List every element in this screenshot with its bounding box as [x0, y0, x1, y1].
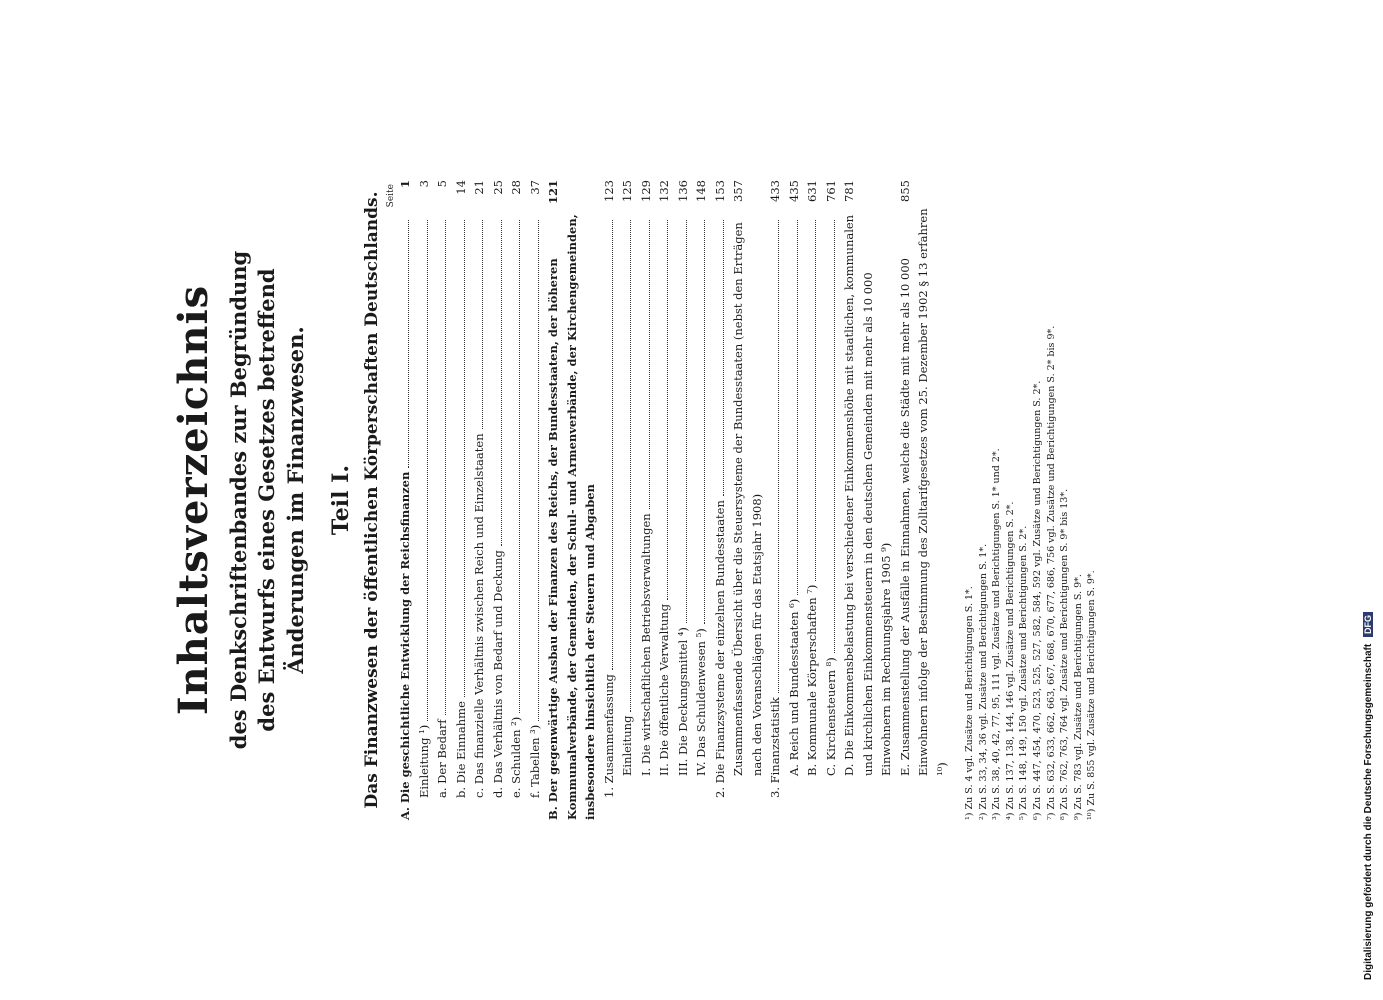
- toc-page: 1: [398, 180, 413, 189]
- seite-label: Seite: [386, 184, 397, 208]
- toc-entry: [729, 180, 766, 820]
- part-number: Teil I.: [328, 464, 355, 536]
- toc-page: 5: [435, 180, 450, 188]
- toc-entry: [433, 180, 452, 820]
- toc-label: 2. Die Finanzsysteme der einzelnen Bundesstaaten: [712, 500, 727, 798]
- toc-label: 1. Zusammenfassung: [601, 674, 616, 798]
- toc-label: a. Der Bedarf: [435, 719, 450, 798]
- toc-page: 132: [657, 180, 672, 202]
- footnote: ²) Zu S. 33, 34, 36 vgl. Zusätze und Berichtigungen S. 1*.: [977, 543, 989, 820]
- toc-page: 148: [694, 180, 709, 202]
- toc-entry: [896, 180, 952, 820]
- toc-entry: [840, 180, 896, 820]
- toc-page: 28: [509, 180, 524, 195]
- toc-entry: [470, 180, 489, 820]
- part-heading: Das Finanzwesen der öffentlichen Körperschaften Deutschlands.: [362, 191, 383, 809]
- toc-page: 123: [601, 180, 616, 202]
- page-title: Inhaltsverzeichnis: [170, 284, 217, 716]
- footnote: ³) Zu S. 38, 40, 42, 77, 95, 111 vgl. Zusätze und Berichtigungen S. 1* und 2*.: [991, 448, 1003, 820]
- toc-entry: [618, 180, 637, 820]
- toc-entry: [396, 180, 415, 820]
- toc-page: 435: [786, 180, 801, 202]
- toc-page: 433: [768, 180, 783, 202]
- footnote: ⁸) Zu S. 762, 763, 764 vgl. Zusätze und Berichtigungen S. 9* bis 13*.: [1059, 488, 1071, 820]
- footnote: ⁹) Zu S. 783 vgl. Zusätze und Berichtigungen S. 9*.: [1072, 574, 1084, 820]
- footnote: ¹) Zu S. 4 vgl. Zusätze und Berichtigungen S. 1*.: [964, 586, 976, 820]
- toc-page: 121: [546, 180, 561, 205]
- toc-label: d. Das Verhältnis von Bedarf und Deckung: [490, 550, 505, 798]
- toc-page: 14: [453, 180, 468, 195]
- toc-entry: [526, 180, 545, 820]
- toc-label: Zusammenfassende Übersicht über die Steuersysteme der Bundesstaaten (nebst den Erträgen nach den Voranschlägen für das Etatsjahr 1908): [731, 222, 764, 776]
- toc-page: 761: [823, 180, 838, 202]
- toc-page: 357: [731, 180, 746, 202]
- footnote: ¹⁰) Zu S. 855 vgl. Zusätze und Berichtigungen S. 9*.: [1086, 570, 1098, 820]
- toc-label: D. Die Einkommensbelastung bei verschiedener Einkommenshöhe mit staatlichen, kommunalen und kirchlichen Einkommensteuern in den deutschen Gemeinden mit mehr als 10 000 Einwohnern im Rechnungsjahre 1905 ⁹): [842, 214, 894, 776]
- footnote: ⁶) Zu S. 447, 454, 470, 523, 525, 527, 582, 584, 592 vgl. Zusätze und Berichtigungen S. 2*.: [1032, 380, 1043, 820]
- toc-label: C. Kirchensteuern ⁸): [823, 657, 838, 776]
- toc-page: 855: [897, 180, 912, 202]
- toc-page: 25: [490, 180, 505, 195]
- toc-page: 125: [620, 180, 635, 202]
- toc-entry: [600, 180, 619, 820]
- dfg-logo: DFG: [1363, 612, 1373, 637]
- footnotes: [963, 180, 1099, 820]
- toc-entry: [674, 180, 693, 820]
- toc-label: Einleitung ¹): [416, 724, 431, 798]
- toc-label: A. Reich und Bundesstaaten ⁶): [786, 598, 801, 776]
- toc-entry: [766, 180, 785, 820]
- footnote: ⁵) Zu S. 148, 149, 150 vgl. Zusätze und Berichtigungen S. 2*.: [1018, 525, 1030, 820]
- toc-entry: [785, 180, 804, 820]
- toc-label: 3. Finanzstatistik: [768, 697, 783, 798]
- toc-entry: [711, 180, 730, 820]
- toc-entry: [452, 180, 471, 820]
- toc-label: A. Die geschichtliche Entwicklung der Reichsfinanzen: [398, 471, 413, 820]
- toc-page: 3: [416, 180, 431, 188]
- toc-label: b. Die Einnahme: [453, 701, 468, 798]
- toc-label: III. Die Deckungsmittel ⁴): [675, 627, 690, 776]
- toc-entry: [637, 180, 656, 820]
- toc-label: E. Zusammenstellung der Ausfälle in Einnahmen, welche die Städte mit mehr als 10 000 Einwohnern infolge der Bestimmung des Zolltarifgesetzes vom 25. Dezember 1902 § 13 erfahren ¹⁰): [897, 208, 949, 776]
- toc-entry: [415, 180, 434, 820]
- footnote: ⁷) Zu S. 632, 633, 662, 663, 667, 668, 670, 677, 686, 756 vgl. Zusätze und Berichtigungen S. 2* bis 9*.: [1045, 325, 1057, 820]
- table-of-contents: [396, 180, 951, 820]
- toc-label: e. Schulden ²): [509, 716, 524, 798]
- toc-entry: [822, 180, 841, 820]
- toc-page: 37: [527, 180, 542, 195]
- digitization-credit: [1363, 20, 1381, 980]
- toc-page: 136: [675, 180, 690, 202]
- toc-entry: [544, 180, 600, 820]
- toc-page: 631: [805, 180, 820, 202]
- toc-entry: [507, 180, 526, 820]
- toc-page: 21: [472, 180, 487, 195]
- toc-entry: [803, 180, 822, 820]
- toc-label: c. Das finanzielle Verhältnis zwischen Reich und Einzelstaaten: [472, 433, 487, 798]
- toc-label: Einleitung: [620, 715, 635, 776]
- toc-page: 781: [842, 180, 857, 202]
- toc-entry: [655, 180, 674, 820]
- toc-label: B. Kommunale Körperschaften ⁷): [805, 584, 820, 776]
- toc-label: B. Der gegenwärtige Ausbau der Finanzen des Reichs, der Bundesstaaten, der höheren Kommunalverbände, der Gemeinden, der Schul- und Armenverbände, der Kirchengemeinden, insbesondere hinsichtlich der Steuern und Abgaben: [546, 214, 598, 820]
- toc-label: I. Die wirtschaftlichen Betriebsverwaltungen: [638, 513, 653, 776]
- toc-entry: [489, 180, 508, 820]
- toc-label: IV. Das Schuldenwesen ⁵): [694, 628, 709, 776]
- page-subtitle: des Denkschriftenbandes zur Begründung des Entwurfs eines Gesetzes betreffend Änderungen im Finanzwesen.: [226, 250, 308, 750]
- footnote: ⁴) Zu S. 137, 138, 144, 146 vgl. Zusätze und Berichtigungen S. 2*.: [1004, 501, 1016, 820]
- rotated-page: [170, 180, 1220, 820]
- credit-text: Digitalisierung gefördert durch die Deutsche Forschungsgemeinschaft: [1363, 643, 1374, 980]
- toc-page: 129: [638, 180, 653, 202]
- toc-label: II. Die öffentliche Verwaltung: [657, 603, 672, 776]
- toc-label: f. Tabellen ³): [527, 724, 542, 798]
- toc-page: 153: [712, 180, 727, 202]
- toc-entry: [692, 180, 711, 820]
